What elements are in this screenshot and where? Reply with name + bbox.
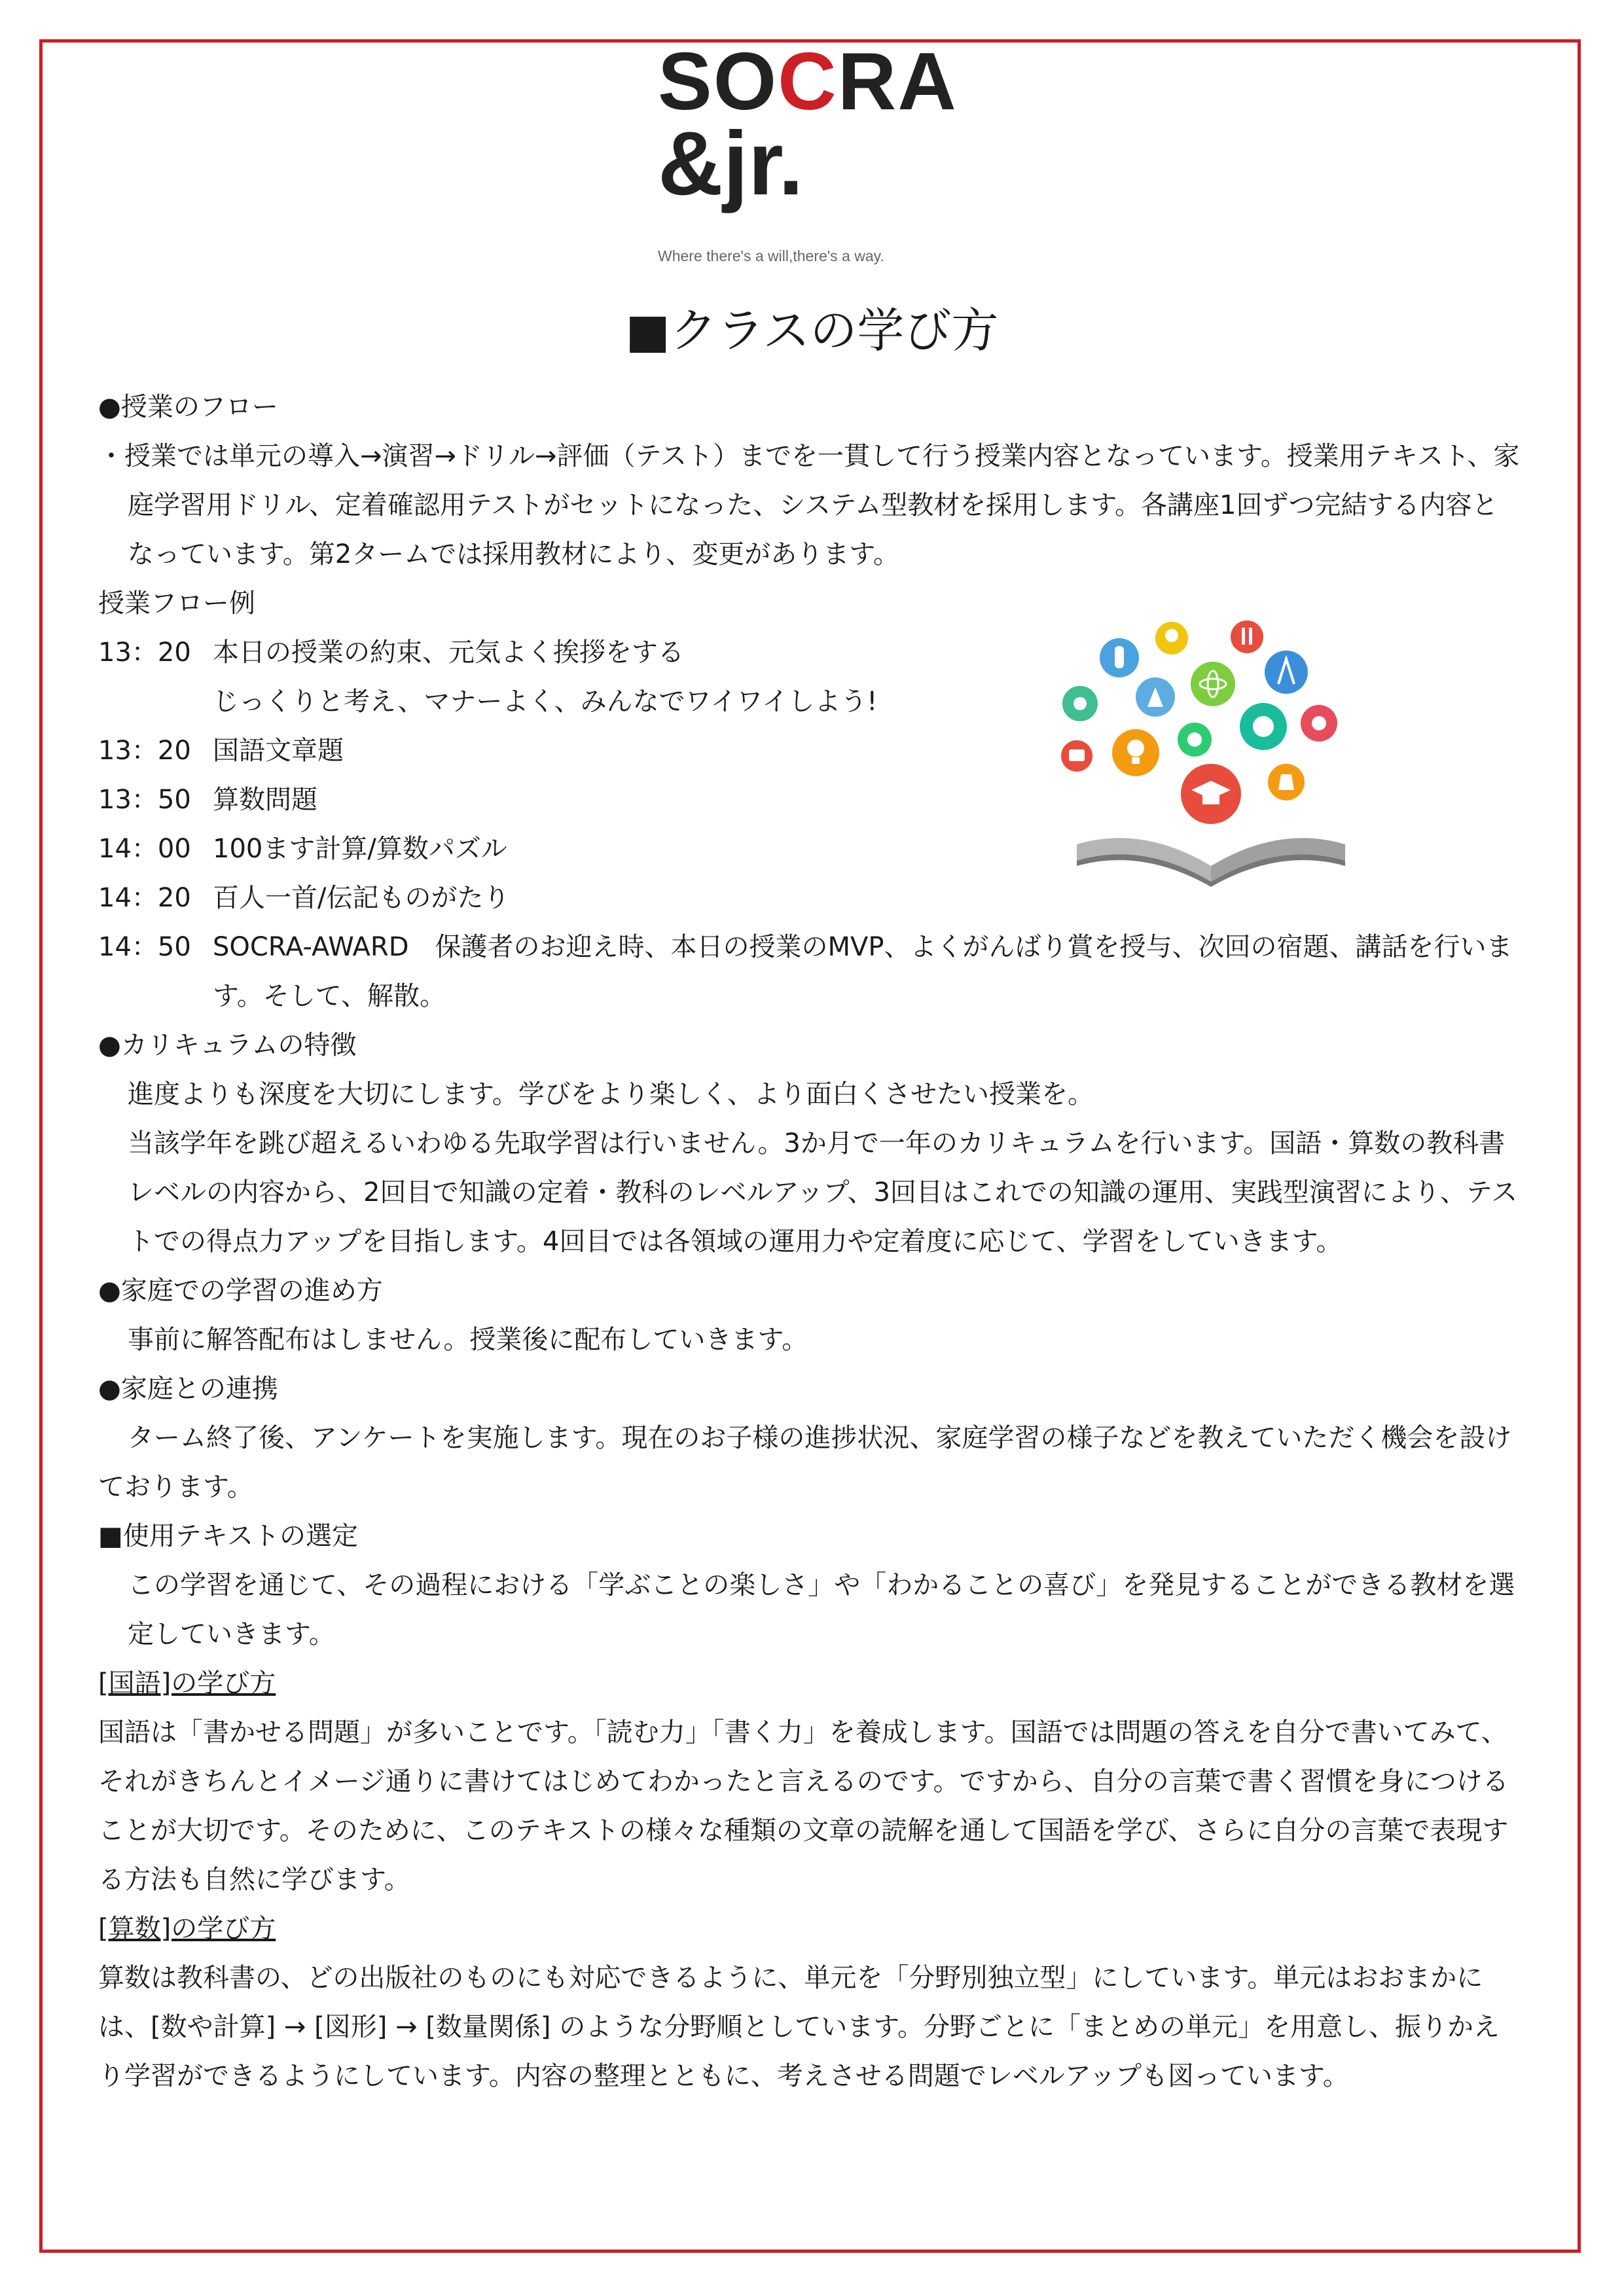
home-study-heading: ●家庭での学習の進め方 [98, 1276, 383, 1306]
socra-logo [658, 37, 965, 264]
schedule-row [98, 726, 1522, 776]
textbook-heading: ■使用テキストの選定 [98, 1521, 358, 1551]
schedule-row [98, 628, 1522, 677]
curriculum-line2: 当該学年を跳び超えるいわゆる先取学習は行いません。3か月で一年のカリキュラムを行います。国語・算数の教科書レベルの内容から、2回目で知識の定着・教科のレベルアップ、3回目はこれでの知識の運用、実践型演習により、テストでの得点力アップを目指します。4回目では各領域の運用力や定着度に応じて、学習をしていきます。 [128, 1128, 1518, 1257]
schedule-time: 14：50 [98, 932, 191, 962]
schedule-text: 算数問題 [213, 785, 317, 815]
home-link-heading: ●家庭との連携 [98, 1374, 278, 1404]
schedule-text: 本日の授業の約束、元気よく挨拶をする [213, 637, 684, 668]
logo-wordmark: SOCRA [658, 37, 958, 127]
textbook-text: この学習を通じて、その過程における「学ぶことの楽しさ」や「わかることの喜び」を発見することができる教材を選定していきます。 [128, 1570, 1515, 1649]
schedule-row [98, 776, 1522, 825]
schedule-time: 14：20 [98, 883, 191, 913]
curriculum-heading: ●カリキュラムの特徴 [98, 1030, 357, 1060]
schedule-row [98, 677, 1522, 726]
schedule-row [98, 874, 1522, 923]
schedule-text: 100ます計算/算数パズル [213, 834, 507, 864]
flow-example-heading: 授業フロー例 [98, 588, 255, 619]
schedule-time: 13：20 [98, 637, 191, 668]
schedule-time: 13：20 [98, 736, 191, 766]
kokugo-heading: [国語]の学び方 [98, 1668, 276, 1698]
schedule-time: 14：00 [98, 834, 191, 864]
curriculum-line1: 進度よりも深度を大切にします。学びをより楽しく、より面白くさせたい授業を。 [128, 1079, 1094, 1109]
schedule-text: 国語文章題 [213, 736, 344, 766]
home-study-text: 事前に解答配布はしません。授業後に配布していきます。 [128, 1325, 808, 1355]
logo-jr: &jr. [658, 113, 804, 214]
flow-heading: ●授業のフロー [98, 392, 278, 422]
schedule-time: 13：50 [98, 785, 191, 815]
schedule-text: SOCRA-AWARD 保護者のお迎え時、本日の授業のMVP、よくがんばり賞を授与、次回の宿題、講話を行います。そして、解散。 [213, 932, 1513, 1011]
page-title: ■クラスの学び方 [625, 303, 999, 358]
schedule-row [98, 923, 1522, 1021]
logo-tagline: Where there's a will,there's a way. [658, 247, 884, 264]
schedule-time [98, 677, 213, 726]
kokugo-text: 国語は「書かせる問題」が多いことです。「読む力」「書く力」を養成します。国語では問題の答えを自分で書いてみて、それがきちんとイメージ通りに書けてはじめてわかったと言えるのです。ですから、自分の言葉で書く習慣を身につけることが大切です。そのために、このテキストの様々な種類の文章の読解を通して国語を学び、さらに自分の言葉で表現する方法も自然に学びます。 [98, 1717, 1509, 1895]
schedule-row [98, 825, 1522, 874]
sansu-heading: [算数]の学び方 [98, 1914, 276, 1944]
flow-text: ・授業では単元の導入→演習→ドリル→評価（テスト）までを一貫して行う授業内容となっています。授業用テキスト、家庭学習用ドリル、定着確認用テストがセットになった、システム型教材を採用します。各講座1回ずつ完結する内容となっています。第2タームでは採用教材により、変更があります。 [98, 441, 1520, 569]
sansu-text: 算数は教科書の、どの出版社のものにも対応できるように、単元を「分野別独立型」にしています。単元はおおまかには、[数や計算] → [図形] → [数量関係] のような分野順としています。分野ごとに「まとめの単元」を用意し、振りかえり学習ができるようにしています。内容の整理とともに、考えさせる問題でレベルアップも図っています。 [98, 1963, 1500, 2091]
document-body [98, 383, 1522, 2101]
schedule-text: 百人一首/伝記ものがたり [213, 883, 510, 913]
home-link-text: ターム終了後、アンケートを実施します。現在のお子様の進捗状況、家庭学習の様子などを教えていただく機会を設けております。 [98, 1423, 1512, 1502]
schedule-text: じっくりと考え、マナーよく、みんなでワイワイしよう! [213, 687, 878, 717]
